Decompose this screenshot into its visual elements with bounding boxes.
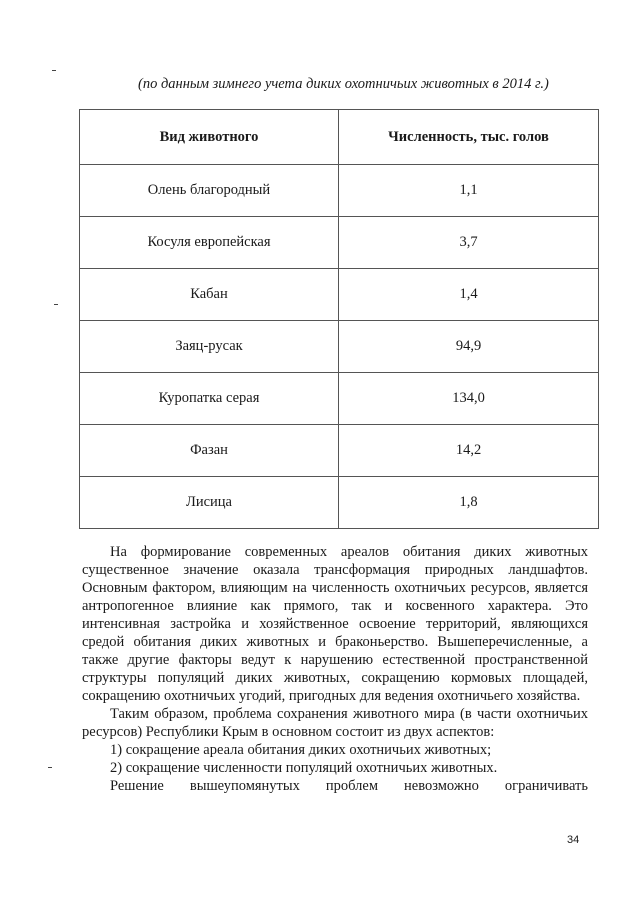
scan-speck bbox=[48, 767, 52, 768]
table-row bbox=[80, 373, 599, 425]
cell-species: Олень благородный bbox=[80, 165, 339, 217]
header-species: Вид животного bbox=[80, 110, 339, 165]
cell-population: 14,2 bbox=[339, 425, 599, 477]
cell-species: Фазан bbox=[80, 425, 339, 477]
page-number: 34 bbox=[567, 834, 580, 846]
cell-species: Кабан bbox=[80, 269, 339, 321]
cell-population: 3,7 bbox=[339, 217, 599, 269]
table-caption: (по данным зимнего учета диких охотничьих животных в 2014 г.) bbox=[138, 76, 549, 92]
animal-population-table bbox=[79, 109, 599, 529]
cell-species: Косуля европейская bbox=[80, 217, 339, 269]
list-item: 1) сокращение ареала обитания диких охотничьих животных; bbox=[110, 742, 492, 758]
cell-population: 1,4 bbox=[339, 269, 599, 321]
paragraph: Таким образом, проблема сохранения животного мира (в части охотничьих ресурсов) Республики Крым в основном состоит из двух аспектов: bbox=[82, 706, 588, 740]
cell-population: 94,9 bbox=[339, 321, 599, 373]
cell-population: 1,1 bbox=[339, 165, 599, 217]
table-row bbox=[80, 321, 599, 373]
cell-species: Лисица bbox=[80, 477, 339, 529]
scan-speck bbox=[54, 304, 58, 305]
table-row bbox=[80, 477, 599, 529]
cell-population: 134,0 bbox=[339, 373, 599, 425]
table-row bbox=[80, 425, 599, 477]
body-text bbox=[82, 543, 588, 795]
header-population: Численность, тыс. голов bbox=[339, 110, 599, 165]
paragraph: На формирование современных ареалов обитания диких животных существенное значение оказала трансформация природных ландшафтов. Основным фактором, влияющим на численность охотничьих ресурсов, является антропогенное влияние как прямого, так и косвенного характера. Это интенсивная застройка и хозяйственное освоение территорий, являющихся средой обитания диких животных и браконьерство. Вышеперечисленные, а также другие факторы ведут к нарушению естественной пространственной структуры популяций диких животных, сокращению кормовых площадей, сокращению охотничьих угодий, пригодных для ведения охотничьего хозяйства. bbox=[82, 544, 588, 704]
scan-speck bbox=[52, 70, 56, 71]
table-header-row bbox=[80, 110, 599, 165]
cell-species: Заяц-русак bbox=[80, 321, 339, 373]
cell-population: 1,8 bbox=[339, 477, 599, 529]
table-row bbox=[80, 269, 599, 321]
table-row bbox=[80, 217, 599, 269]
table-row bbox=[80, 165, 599, 217]
cell-species: Куропатка серая bbox=[80, 373, 339, 425]
list-item: 2) сокращение численности популяций охотничьих животных. bbox=[110, 760, 498, 776]
paragraph: Решение вышеупомянутых проблем невозможно ограничивать bbox=[110, 778, 588, 794]
